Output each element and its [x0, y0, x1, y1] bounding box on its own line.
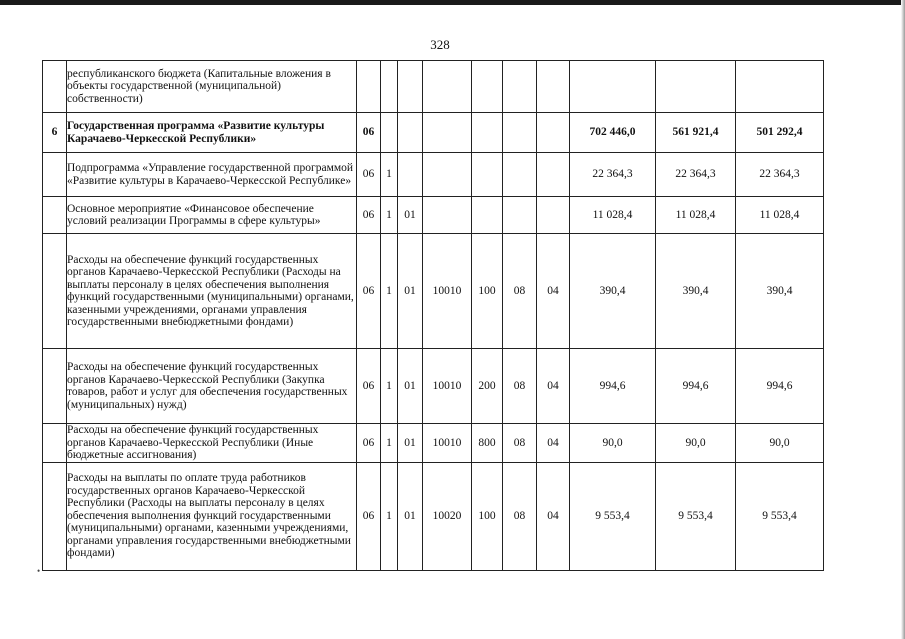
code-expense-type [472, 61, 503, 113]
code-subsection: 04 [537, 462, 570, 570]
row-name: Расходы на обеспечение функций государственных органов Карачаево-Черкесской Республики (Закупка товаров, работ и услуг для обеспечения государственных (муниципальных) нужд) [67, 349, 357, 424]
row-name: Расходы на обеспечение функций государственных органов Карачаево-Черкесской Республики (Расходы на выплаты персоналу в целях обеспечения выполнения функций государственными (муниципальными) органами, казенными учреждениями, органами управления государственными внебюджетными фондами) [67, 234, 357, 349]
row-name: Государственная программа «Развитие культуры Карачаево-Черкесской Республики» [67, 113, 357, 153]
amount-year-3: 501 292,4 [736, 113, 824, 153]
row-number [43, 197, 67, 234]
amount-year-1: 9 553,4 [570, 462, 656, 570]
amount-year-1: 702 446,0 [570, 113, 656, 153]
amount-year-1: 11 028,4 [570, 197, 656, 234]
row-name: Расходы на обеспечение функций государственных органов Карачаево-Черкесской Республики (Иные бюджетные ассигнования) [67, 424, 357, 463]
code-activity [398, 153, 423, 197]
code-subprogram [381, 61, 398, 113]
row-number [43, 462, 67, 570]
row-name: Основное мероприятие «Финансовое обеспечение условий реализации Программы в сфере культуры» [67, 197, 357, 234]
amount-year-2 [656, 61, 736, 113]
code-direction [423, 197, 472, 234]
row-number: 6 [43, 113, 67, 153]
amount-year-1: 390,4 [570, 234, 656, 349]
amount-year-1 [570, 61, 656, 113]
amount-year-3: 9 553,4 [736, 462, 824, 570]
code-activity: 01 [398, 424, 423, 463]
amount-year-3: 390,4 [736, 234, 824, 349]
code-activity: 01 [398, 462, 423, 570]
table-row [43, 113, 824, 153]
code-program: 06 [357, 349, 381, 424]
amount-year-2: 994,6 [656, 349, 736, 424]
code-program: 06 [357, 153, 381, 197]
code-expense-type: 100 [472, 462, 503, 570]
code-section: 08 [503, 349, 537, 424]
amount-year-2: 90,0 [656, 424, 736, 463]
row-name: Подпрограмма «Управление государственной программой «Развитие культуры в Карачаево-Черкесской Республике» [67, 153, 357, 197]
amount-year-1: 90,0 [570, 424, 656, 463]
amount-year-1: 22 364,3 [570, 153, 656, 197]
table-row [43, 234, 824, 349]
code-subprogram: 1 [381, 424, 398, 463]
table-row [43, 424, 824, 463]
code-expense-type [472, 197, 503, 234]
code-activity [398, 61, 423, 113]
code-direction [423, 113, 472, 153]
amount-year-3: 90,0 [736, 424, 824, 463]
code-expense-type: 800 [472, 424, 503, 463]
scan-top-edge [0, 0, 905, 5]
table-row [43, 153, 824, 197]
code-section [503, 61, 537, 113]
budget-table [42, 60, 824, 571]
code-section [503, 153, 537, 197]
code-direction: 10020 [423, 462, 472, 570]
row-name: республиканского бюджета (Капитальные вложения в объекты государственной (муниципальной) собственности) [67, 61, 357, 113]
budget-table-body [43, 61, 824, 571]
row-number [43, 349, 67, 424]
code-program: 06 [357, 197, 381, 234]
code-activity [398, 113, 423, 153]
code-activity: 01 [398, 234, 423, 349]
code-subsection [537, 153, 570, 197]
code-section [503, 197, 537, 234]
code-direction [423, 153, 472, 197]
amount-year-2: 11 028,4 [656, 197, 736, 234]
row-number [43, 234, 67, 349]
code-subprogram [381, 113, 398, 153]
code-program: 06 [357, 234, 381, 349]
code-direction: 10010 [423, 234, 472, 349]
code-program: 06 [357, 424, 381, 463]
code-expense-type [472, 153, 503, 197]
table-row [43, 349, 824, 424]
code-subsection [537, 197, 570, 234]
scan-right-edge [901, 0, 905, 639]
row-number [43, 153, 67, 197]
amount-year-2: 561 921,4 [656, 113, 736, 153]
code-direction: 10010 [423, 424, 472, 463]
code-direction: 10010 [423, 349, 472, 424]
page-number: 328 [430, 37, 450, 52]
amount-year-1: 994,6 [570, 349, 656, 424]
code-subprogram: 1 [381, 197, 398, 234]
code-section: 08 [503, 424, 537, 463]
code-subsection: 04 [537, 424, 570, 463]
code-subprogram: 1 [381, 153, 398, 197]
amount-year-3: 22 364,3 [736, 153, 824, 197]
code-section: 08 [503, 234, 537, 349]
scan-mark: • [37, 566, 41, 576]
amount-year-2: 22 364,3 [656, 153, 736, 197]
code-program: 06 [357, 113, 381, 153]
code-direction [423, 61, 472, 113]
code-subsection: 04 [537, 234, 570, 349]
code-expense-type: 200 [472, 349, 503, 424]
code-subsection [537, 113, 570, 153]
code-activity: 01 [398, 197, 423, 234]
code-subsection: 04 [537, 349, 570, 424]
row-number [43, 61, 67, 113]
amount-year-3 [736, 61, 824, 113]
table-row [43, 197, 824, 234]
amount-year-2: 390,4 [656, 234, 736, 349]
code-subprogram: 1 [381, 349, 398, 424]
code-expense-type [472, 113, 503, 153]
amount-year-3: 994,6 [736, 349, 824, 424]
code-subprogram: 1 [381, 234, 398, 349]
code-expense-type: 100 [472, 234, 503, 349]
code-program: 06 [357, 462, 381, 570]
code-activity: 01 [398, 349, 423, 424]
code-program [357, 61, 381, 113]
code-section: 08 [503, 462, 537, 570]
code-subsection [537, 61, 570, 113]
table-row [43, 462, 824, 570]
table-row [43, 61, 824, 113]
code-section [503, 113, 537, 153]
amount-year-3: 11 028,4 [736, 197, 824, 234]
row-name: Расходы на выплаты по оплате труда работников государственных органов Карачаево-Черкесской Республики (Расходы на выплаты персоналу в целях обеспечения выполнения функций государственными (муниципальными) органами, казенными учреждениями, органами управления государственными внебюджетными фондами) [67, 462, 357, 570]
code-subprogram: 1 [381, 462, 398, 570]
row-number [43, 424, 67, 463]
amount-year-2: 9 553,4 [656, 462, 736, 570]
